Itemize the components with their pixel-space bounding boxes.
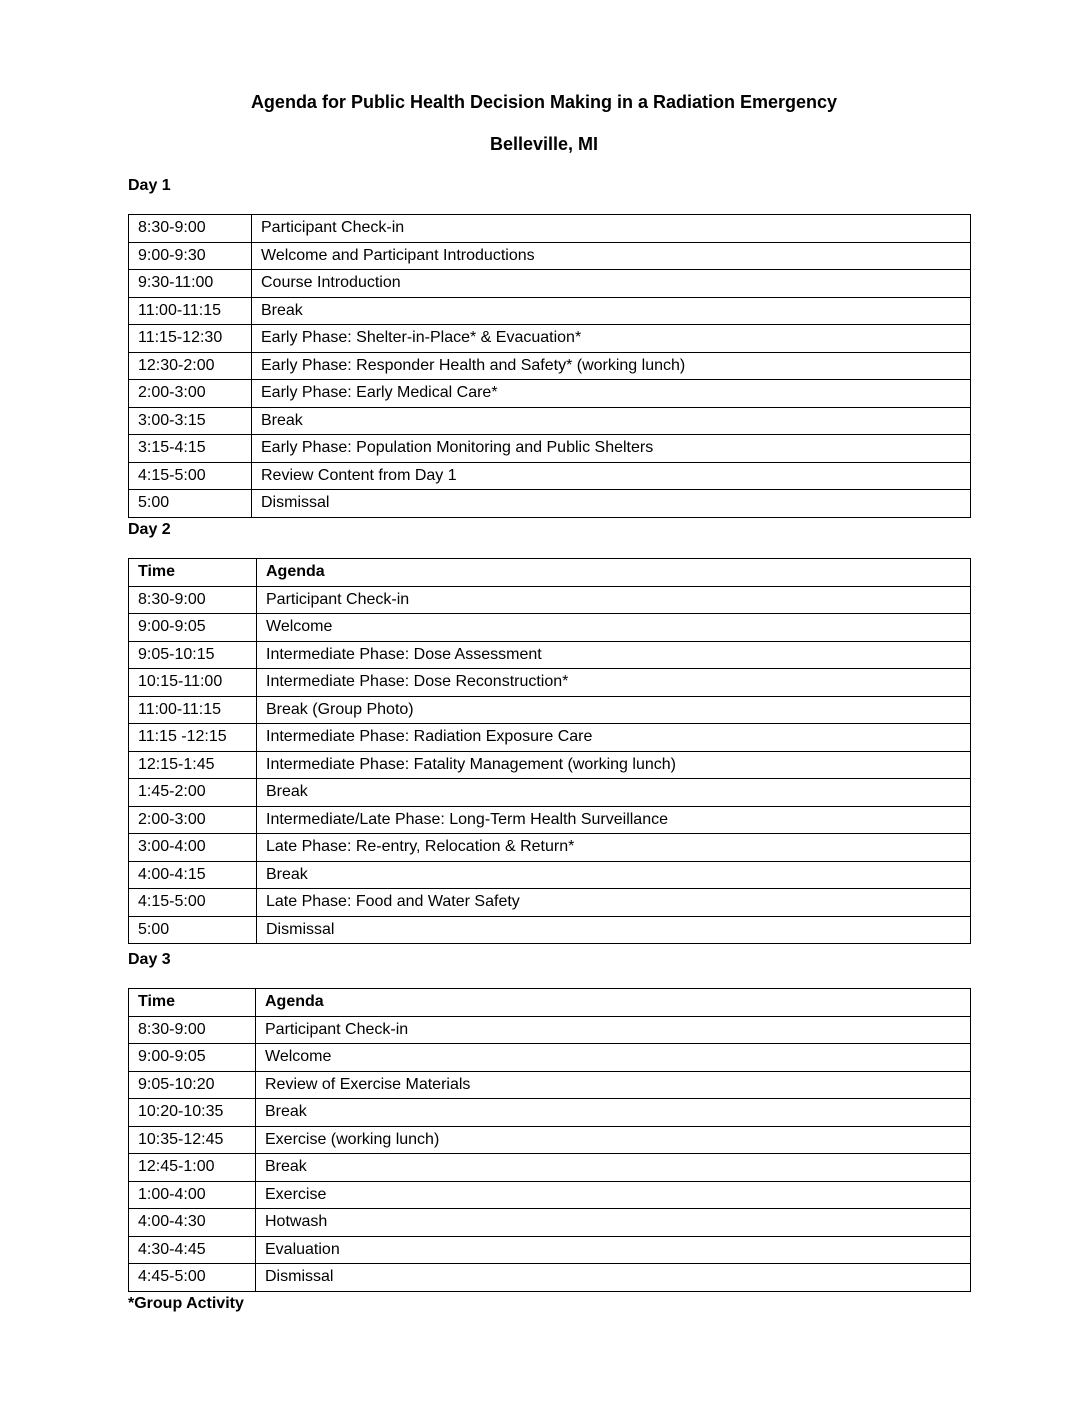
header-time: Time <box>129 989 256 1017</box>
time-cell: 10:20-10:35 <box>129 1099 256 1127</box>
table-row <box>129 1099 971 1127</box>
agenda-cell: Participant Check-in <box>257 586 971 614</box>
time-cell: 12:30-2:00 <box>129 352 252 380</box>
agenda-cell: Dismissal <box>256 1264 971 1292</box>
day-2-label: Day 2 <box>128 521 171 538</box>
table-row <box>129 297 971 325</box>
table-row <box>129 1126 971 1154</box>
table-row <box>129 1071 971 1099</box>
agenda-cell: Welcome <box>257 614 971 642</box>
header-time: Time <box>129 559 257 587</box>
agenda-cell: Break <box>252 407 971 435</box>
time-cell: 10:15-11:00 <box>129 669 257 697</box>
table-row <box>129 462 971 490</box>
table-row <box>129 861 971 889</box>
table-row <box>129 1181 971 1209</box>
time-cell: 3:00-4:00 <box>129 834 257 862</box>
table-row <box>129 435 971 463</box>
agenda-cell: Participant Check-in <box>256 1016 971 1044</box>
agenda-cell: Break (Group Photo) <box>257 696 971 724</box>
time-cell: 9:00-9:05 <box>129 1044 256 1072</box>
table-row <box>129 751 971 779</box>
agenda-cell: Early Phase: Population Monitoring and Public Shelters <box>252 435 971 463</box>
time-cell: 4:45-5:00 <box>129 1264 256 1292</box>
table-row <box>129 380 971 408</box>
agenda-cell: Break <box>257 779 971 807</box>
agenda-cell: Course Introduction <box>252 270 971 298</box>
day-1-agenda-table <box>128 214 971 518</box>
day-3-label: Day 3 <box>128 951 171 968</box>
footnote: *Group Activity <box>128 1295 244 1312</box>
time-cell: 12:45-1:00 <box>129 1154 256 1182</box>
time-cell: 9:00-9:05 <box>129 614 257 642</box>
agenda-cell: Late Phase: Food and Water Safety <box>257 889 971 917</box>
table-row <box>129 1044 971 1072</box>
agenda-cell: Exercise <box>256 1181 971 1209</box>
agenda-cell: Break <box>257 861 971 889</box>
table-row <box>129 1209 971 1237</box>
time-cell: 4:00-4:30 <box>129 1209 256 1237</box>
table-row <box>129 834 971 862</box>
time-cell: 2:00-3:00 <box>129 380 252 408</box>
table-row <box>129 215 971 243</box>
time-cell: 5:00 <box>129 490 252 518</box>
agenda-cell: Intermediate Phase: Dose Assessment <box>257 641 971 669</box>
day-2-table-body <box>129 559 971 944</box>
agenda-cell: Intermediate Phase: Dose Reconstruction* <box>257 669 971 697</box>
agenda-cell: Break <box>256 1154 971 1182</box>
table-row <box>129 407 971 435</box>
header-agenda: Agenda <box>256 989 971 1017</box>
table-row <box>129 614 971 642</box>
agenda-cell: Early Phase: Shelter-in-Place* & Evacuation* <box>252 325 971 353</box>
time-cell: 3:15-4:15 <box>129 435 252 463</box>
time-cell: 1:45-2:00 <box>129 779 257 807</box>
table-row <box>129 490 971 518</box>
day-1-label: Day 1 <box>128 177 171 194</box>
agenda-cell: Break <box>256 1099 971 1127</box>
time-cell: 9:05-10:20 <box>129 1071 256 1099</box>
table-row <box>129 641 971 669</box>
table-row <box>129 889 971 917</box>
table-header-row <box>129 989 971 1017</box>
day-3-table-body <box>129 989 971 1292</box>
agenda-cell: Review of Exercise Materials <box>256 1071 971 1099</box>
table-row <box>129 586 971 614</box>
table-row <box>129 724 971 752</box>
time-cell: 12:15-1:45 <box>129 751 257 779</box>
document-location: Belleville, MI <box>489 134 599 154</box>
time-cell: 1:00-4:00 <box>129 1181 256 1209</box>
time-cell: 4:00-4:15 <box>129 861 257 889</box>
table-row <box>129 1236 971 1264</box>
agenda-cell: Welcome <box>256 1044 971 1072</box>
table-row <box>129 806 971 834</box>
time-cell: 10:35-12:45 <box>129 1126 256 1154</box>
time-cell: 9:05-10:15 <box>129 641 257 669</box>
table-row <box>129 916 971 944</box>
time-cell: 11:15 -12:15 <box>129 724 257 752</box>
time-cell: 11:00-11:15 <box>129 696 257 724</box>
day-2-agenda-table <box>128 558 971 944</box>
time-cell: 11:15-12:30 <box>129 325 252 353</box>
header-agenda: Agenda <box>257 559 971 587</box>
agenda-cell: Dismissal <box>252 490 971 518</box>
agenda-cell: Intermediate/Late Phase: Long-Term Health Surveillance <box>257 806 971 834</box>
agenda-cell: Intermediate Phase: Radiation Exposure Care <box>257 724 971 752</box>
agenda-cell: Exercise (working lunch) <box>256 1126 971 1154</box>
time-cell: 8:30-9:00 <box>129 1016 256 1044</box>
time-cell: 9:30-11:00 <box>129 270 252 298</box>
time-cell: 8:30-9:00 <box>129 586 257 614</box>
table-header-row <box>129 559 971 587</box>
document-title: Agenda for Public Health Decision Making in a Radiation Emergency <box>250 92 838 112</box>
table-row <box>129 1016 971 1044</box>
table-row <box>129 1264 971 1292</box>
agenda-cell: Dismissal <box>257 916 971 944</box>
time-cell: 11:00-11:15 <box>129 297 252 325</box>
day-3-agenda-table <box>128 988 971 1292</box>
table-row <box>129 1154 971 1182</box>
time-cell: 4:15-5:00 <box>129 889 257 917</box>
table-row <box>129 696 971 724</box>
agenda-cell: Intermediate Phase: Fatality Management (working lunch) <box>257 751 971 779</box>
table-row <box>129 270 971 298</box>
time-cell: 4:15-5:00 <box>129 462 252 490</box>
time-cell: 3:00-3:15 <box>129 407 252 435</box>
agenda-cell: Review Content from Day 1 <box>252 462 971 490</box>
agenda-cell: Hotwash <box>256 1209 971 1237</box>
time-cell: 8:30-9:00 <box>129 215 252 243</box>
time-cell: 5:00 <box>129 916 257 944</box>
table-row <box>129 669 971 697</box>
agenda-cell: Participant Check-in <box>252 215 971 243</box>
table-row <box>129 325 971 353</box>
table-row <box>129 352 971 380</box>
day-1-table-body <box>129 215 971 518</box>
agenda-cell: Break <box>252 297 971 325</box>
agenda-cell: Late Phase: Re-entry, Relocation & Return* <box>257 834 971 862</box>
agenda-cell: Welcome and Participant Introductions <box>252 242 971 270</box>
time-cell: 9:00-9:30 <box>129 242 252 270</box>
agenda-cell: Evaluation <box>256 1236 971 1264</box>
agenda-cell: Early Phase: Responder Health and Safety* (working lunch) <box>252 352 971 380</box>
time-cell: 2:00-3:00 <box>129 806 257 834</box>
table-row <box>129 779 971 807</box>
time-cell: 4:30-4:45 <box>129 1236 256 1264</box>
agenda-cell: Early Phase: Early Medical Care* <box>252 380 971 408</box>
table-row <box>129 242 971 270</box>
